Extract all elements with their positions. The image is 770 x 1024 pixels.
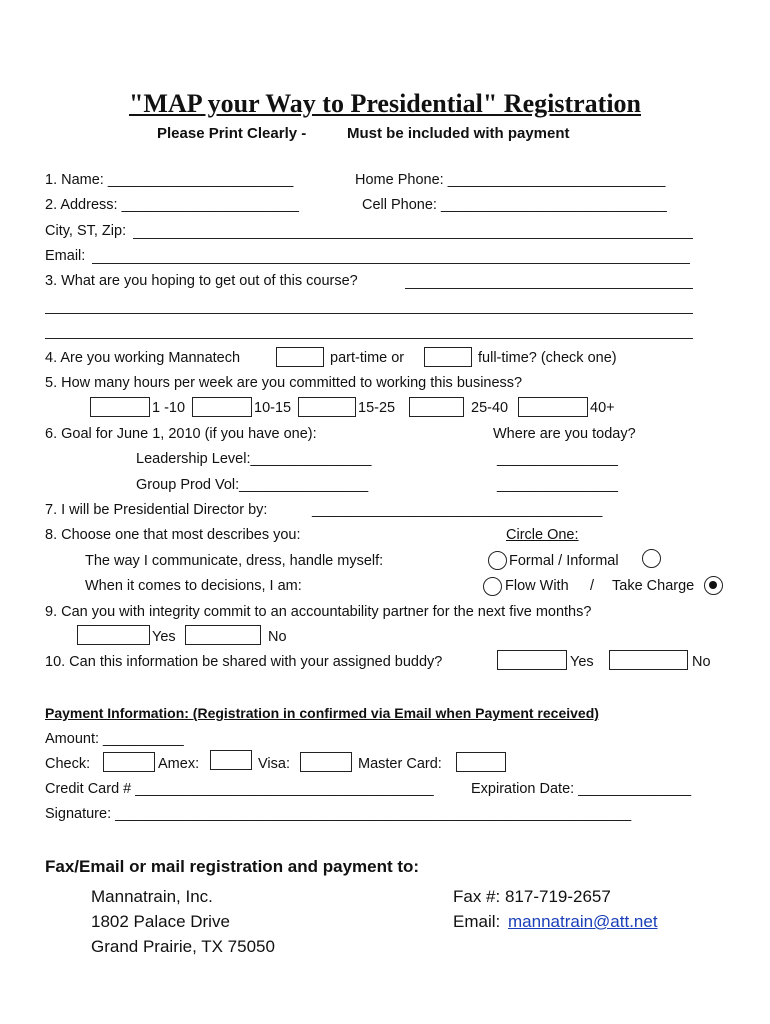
radio-selected-dot	[709, 581, 717, 589]
signature-label: Signature: ________________________________________________________________	[45, 806, 632, 822]
flow-with-label: Flow With	[505, 578, 569, 594]
where-leadership-line[interactable]: _______________	[497, 451, 618, 467]
email-contact-label: Email:	[453, 912, 501, 931]
leadership-level-label: Leadership Level:_______________	[136, 451, 372, 467]
email-link[interactable]: mannatrain@att.net	[508, 912, 658, 931]
subtitle-print-clearly: Please Print Clearly -	[157, 125, 307, 142]
hours-option-label: 10-15	[254, 400, 292, 416]
q6-label: 6. Goal for June 1, 2010 (if you have one):	[45, 426, 317, 442]
company-name: Mannatrain, Inc.	[91, 887, 213, 906]
amex-label: Amex:	[158, 756, 200, 772]
check-checkbox[interactable]	[103, 752, 155, 772]
q10-yes-label: Yes	[570, 654, 594, 670]
hours-15-25-checkbox[interactable]	[298, 397, 356, 417]
q7-line[interactable]: ____________________________________	[312, 502, 603, 518]
fax-number: Fax #: 817-719-2657	[453, 887, 611, 906]
q7-label: 7. I will be Presidential Director by:	[45, 502, 268, 518]
communicate-label: The way I communicate, dress, handle myself:	[85, 553, 384, 569]
master-card-checkbox[interactable]	[456, 752, 506, 772]
expiration-label: Expiration Date: ______________	[471, 781, 692, 797]
name-label: 1. Name: _______________________	[45, 172, 294, 188]
subtitle-payment-note: Must be included with payment	[347, 125, 570, 142]
form-title: "MAP your Way to Presidential" Registration	[128, 89, 641, 118]
city-label: City, ST, Zip:	[45, 223, 127, 239]
email-label: Email:	[45, 248, 86, 264]
city-line[interactable]	[133, 238, 693, 239]
group-prod-vol-label: Group Prod Vol:________________	[136, 477, 369, 493]
q3-label: 3. What are you hoping to get out of this course?	[45, 273, 358, 289]
q3-line-2[interactable]	[45, 313, 693, 314]
visa-label: Visa:	[258, 756, 290, 772]
credit-card-label: Credit Card # _____________________________________	[45, 781, 434, 797]
email-line[interactable]	[92, 263, 690, 264]
home-phone-label: Home Phone: ___________________________	[355, 172, 666, 188]
flow-with-radio[interactable]	[483, 577, 502, 596]
cell-phone-label: Cell Phone: ____________________________	[362, 197, 667, 213]
amount-label: Amount: __________	[45, 731, 184, 747]
hours-40-plus-checkbox[interactable]	[518, 397, 588, 417]
q10-no-checkbox[interactable]	[609, 650, 688, 670]
q9-yes-label: Yes	[152, 629, 176, 645]
hours-25-40-checkbox[interactable]	[409, 397, 464, 417]
payment-heading: Payment Information: (Registration in confirmed via Email when Payment received)	[45, 705, 599, 721]
q4-label: 4. Are you working Mannatech	[45, 350, 241, 366]
city-address: Grand Prairie, TX 75050	[91, 937, 275, 956]
q9-label: 9. Can you with integrity commit to an accountability partner for the next five months?	[45, 604, 592, 620]
q3-line-3[interactable]	[45, 338, 693, 339]
where-today-label: Where are you today?	[493, 426, 636, 442]
q5-label: 5. How many hours per week are you committed to working this business?	[45, 375, 523, 391]
q8-label: 8. Choose one that most describes you:	[45, 527, 301, 543]
q10-no-label: No	[692, 654, 711, 670]
formal-radio[interactable]	[488, 551, 507, 570]
contact-heading: Fax/Email or mail registration and payment to:	[45, 857, 420, 876]
full-time-label: full-time? (check one)	[478, 350, 617, 366]
take-charge-label: Take Charge	[612, 578, 695, 594]
q9-no-checkbox[interactable]	[185, 625, 261, 645]
part-time-checkbox[interactable]	[276, 347, 324, 367]
where-group-line[interactable]: _______________	[497, 477, 618, 493]
hours-option-label: 1 -10	[152, 400, 186, 416]
part-time-label: part-time or	[330, 350, 405, 366]
visa-checkbox[interactable]	[300, 752, 352, 772]
hours-1-10-checkbox[interactable]	[90, 397, 150, 417]
hours-option-label: 40+	[590, 400, 615, 416]
circle-one-label: Circle One:	[506, 527, 579, 543]
q9-yes-checkbox[interactable]	[77, 625, 150, 645]
formal-informal-label: Formal / Informal	[509, 553, 619, 569]
decision-separator: /	[590, 578, 595, 594]
street-address: 1802 Palace Drive	[91, 912, 230, 931]
check-label: Check:	[45, 756, 91, 772]
hours-option-label: 25-40	[471, 400, 509, 416]
hours-10-15-checkbox[interactable]	[192, 397, 252, 417]
informal-radio[interactable]	[642, 549, 661, 568]
address-label: 2. Address: ______________________	[45, 197, 299, 213]
q9-no-label: No	[268, 629, 287, 645]
amex-checkbox[interactable]	[210, 750, 252, 770]
master-card-label: Master Card:	[358, 756, 442, 772]
q10-label: 10. Can this information be shared with your assigned buddy?	[45, 654, 443, 670]
q3-line[interactable]	[405, 288, 693, 289]
decisions-label: When it comes to decisions, I am:	[85, 578, 302, 594]
hours-option-label: 15-25	[358, 400, 396, 416]
q10-yes-checkbox[interactable]	[497, 650, 567, 670]
take-charge-radio[interactable]	[704, 576, 723, 595]
full-time-checkbox[interactable]	[424, 347, 472, 367]
